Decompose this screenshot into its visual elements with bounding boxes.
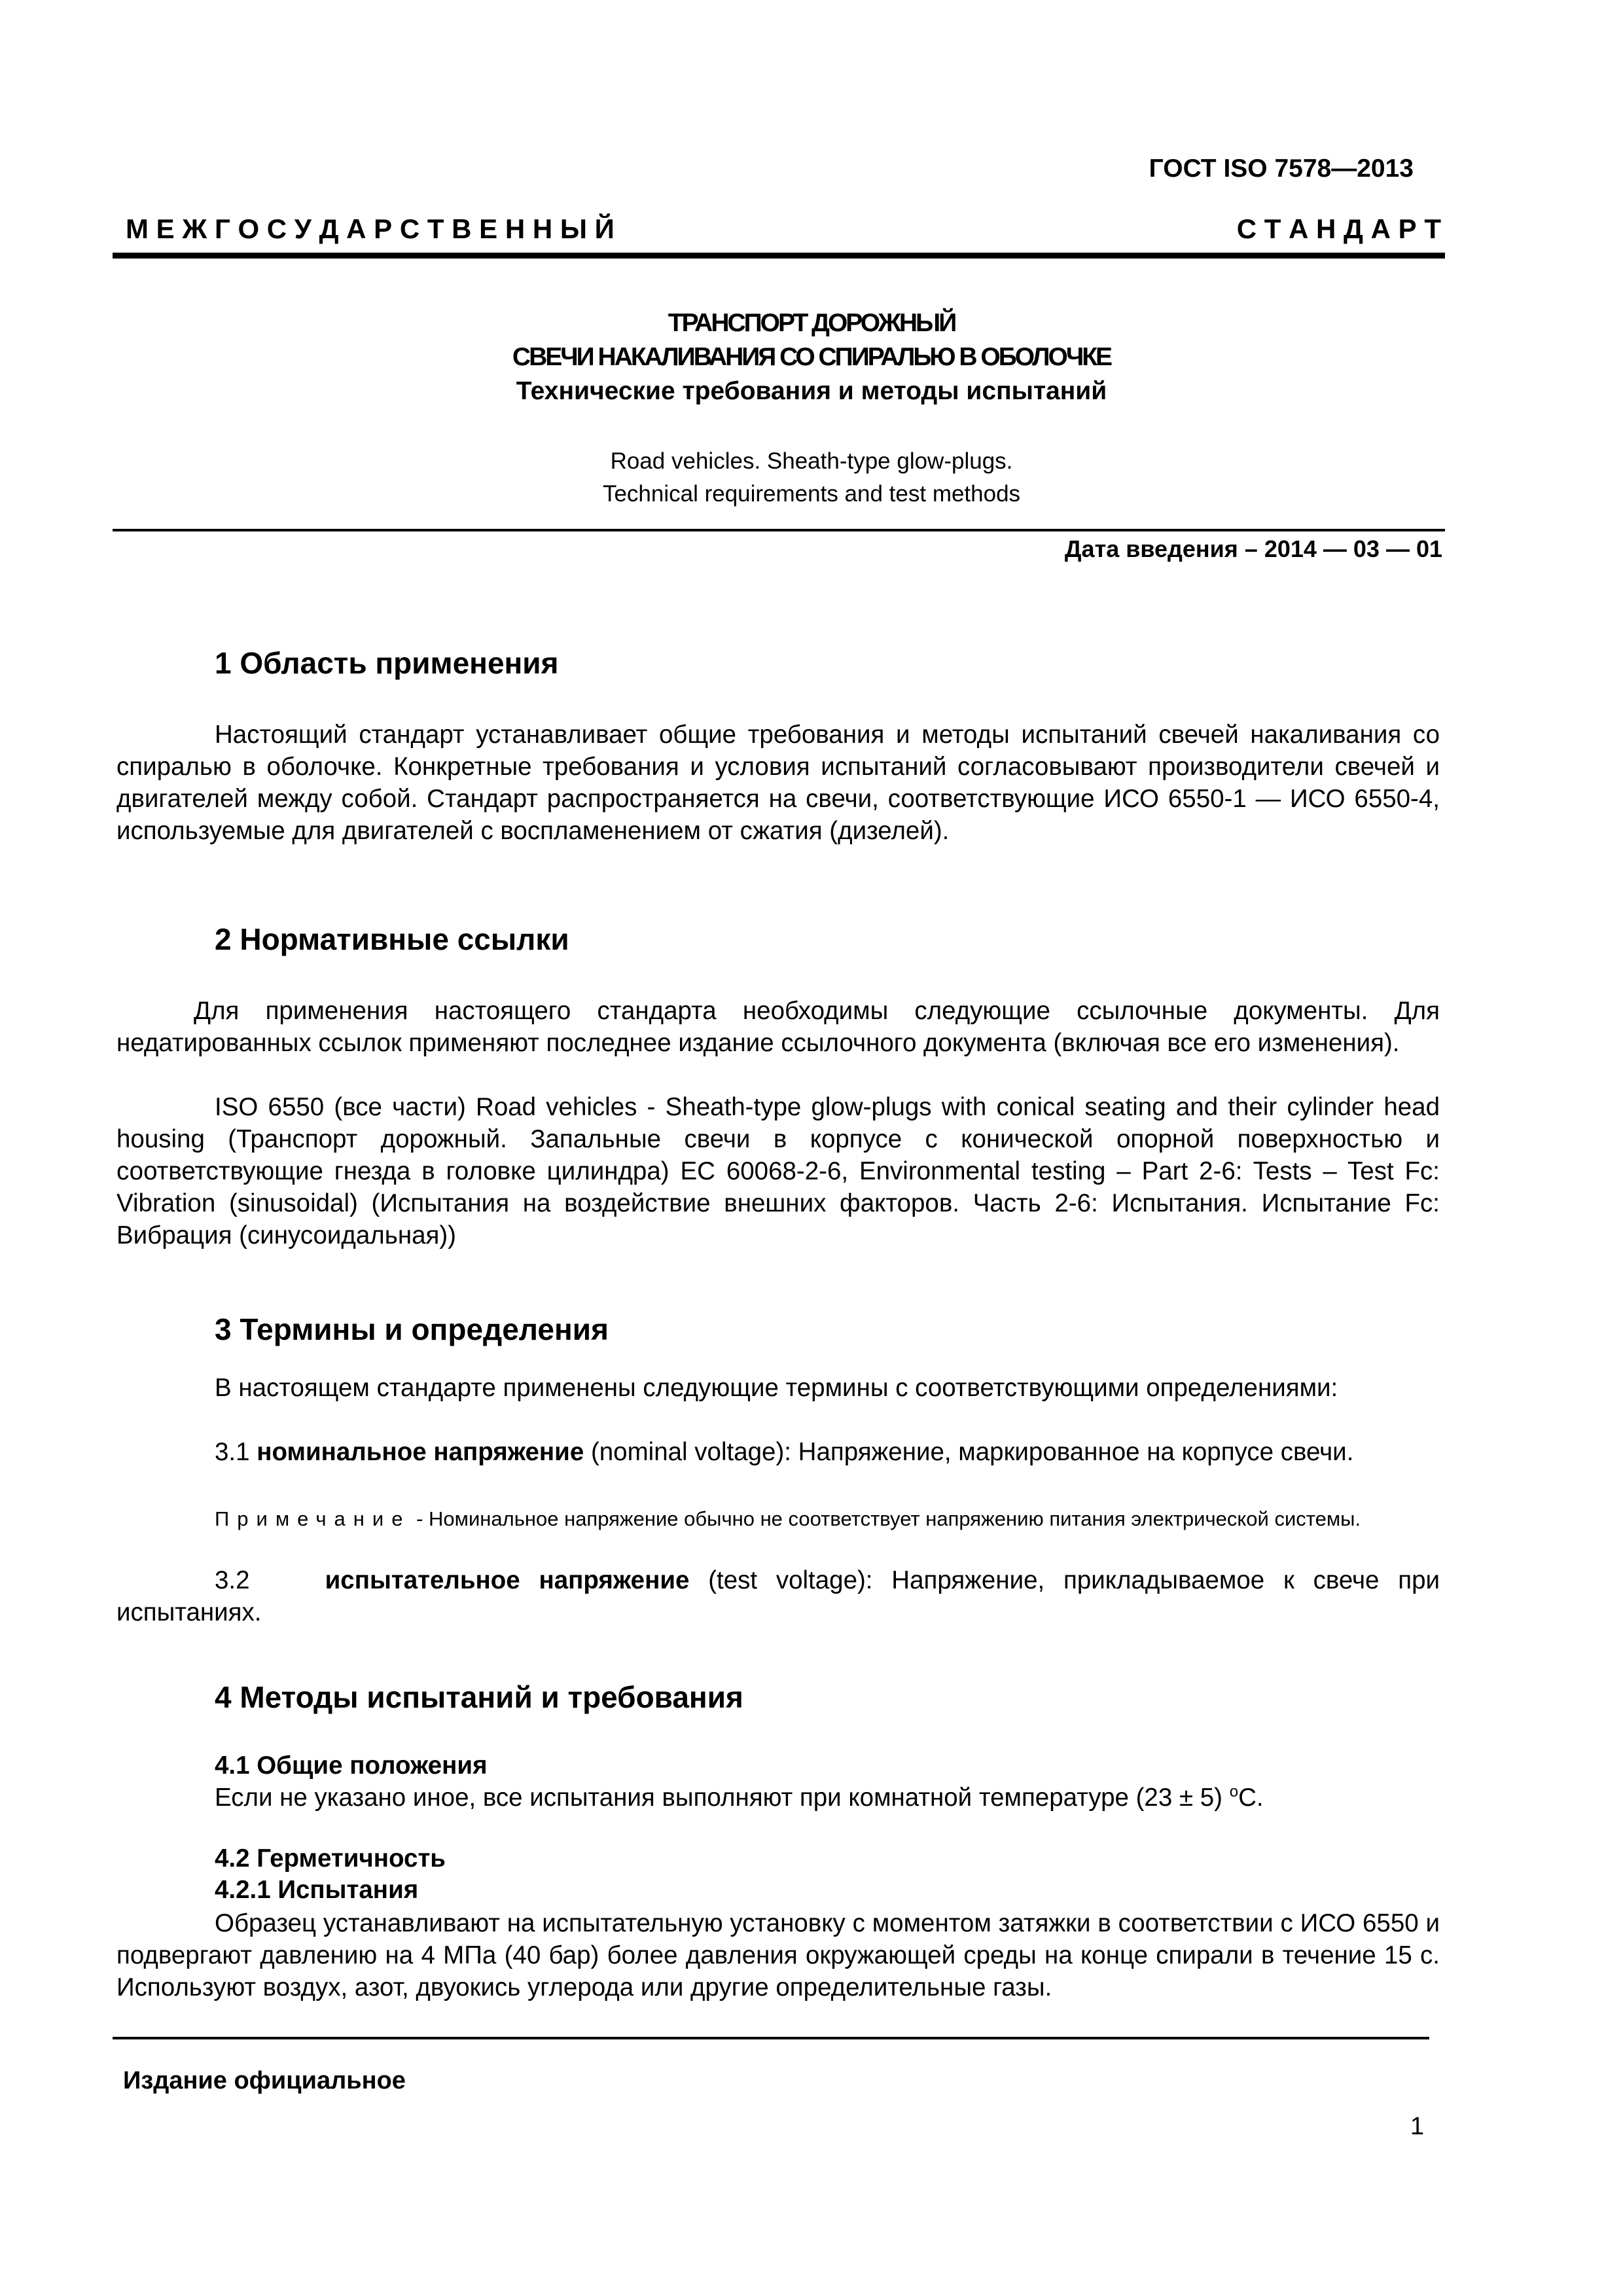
term-test-voltage (116, 1564, 1440, 1628)
subsection-4-2-1-heading: 4.2.1 Испытания (215, 1876, 419, 1904)
english-title (0, 445, 1623, 511)
term-nominal-voltage (116, 1436, 1440, 1468)
english-title-line-1: Road vehicles. Sheath-type glow-plugs. (610, 448, 1013, 474)
introduction-date: Дата введения – 2014 — 03 — 01 (1064, 535, 1442, 562)
section-3-paragraph: В настоящем стандарте применены следующие термины с соответствующими определениями: (215, 1374, 1338, 1402)
header-rule (113, 253, 1445, 259)
standard-banner (126, 213, 1441, 245)
section-2-paragraph-1: Для применения настоящего стандарта необходимы следующие ссылочные документы. Для недатированных ссылок применяют последнее издание ссылочного документа (включая все его изменения). (116, 997, 1440, 1057)
subsection-4-1-text: Если не указано иное, все испытания выполняют при комнатной температуре (23 ± 5) $^o$С. (215, 1783, 1264, 1812)
section-1-heading: 1 Область применения (215, 646, 559, 680)
term-1-number: 3.1 (215, 1438, 250, 1466)
note-text: - Номинальное напряжение обычно не соответствует напряжению питания электрической системы. (416, 1507, 1361, 1530)
subsection-4-2-1-text: Образец устанавливают на испытательную установку с моментом затяжки в соответствии с ИСО 6550 и подвергают давлению на 4 МПа (40 бар) более давления окружающей среды на конце спирали в течение 15 с. Используют воздух, азот, двуокись углерода или другие определительные газы. (116, 1909, 1440, 2001)
title-block (0, 306, 1623, 408)
term-1-name: номинальное напряжение (257, 1438, 584, 1466)
term-2-definition: (test voltage): Напряжение, прикладываемое к свече при испытаниях. (116, 1566, 1440, 1626)
banner-right: С Т А Н Д А Р Т (1236, 213, 1441, 244)
page-number: 1 (1410, 2113, 1424, 2140)
degree-sign: o (1229, 1783, 1239, 1801)
subsection-4-2-heading: 4.2 Герметичность (215, 1844, 446, 1873)
section-1-paragraph: Настоящий стандарт устанавливает общие требования и методы испытаний свечей накаливания со спиралью в оболочке. Конкретные требования и условия испытаний согласовывают производители свечей и двигателей между собой. Стандарт распространяется на свечи, соответствующие ИСО 6550-1 — ИСО 6550-4, используемые для двигателей с воспламенением от сжатия (дизелей). (116, 721, 1440, 845)
section-2-heading: 2 Нормативные ссылки (215, 922, 569, 956)
section-3-heading: 3 Термины и определения (215, 1312, 609, 1346)
term-2-name: испытательное напряжение (325, 1566, 690, 1594)
section-4-heading: 4 Методы испытаний и требования (215, 1680, 743, 1714)
section-2-paragraph-2: ISO 6550 (все части) Road vehicles - Sheath-type glow-plugs with conical seating and their cylinder head housing (Транспорт дорожный. Запальные свечи в корпусе с конической опорной поверхностью и соответствующие гнезда в головке цилиндра) ЕС 60068-2-6, Environmental testing – Part 2-6: Tests – Test Fc: Vibration (sinusoidal) (Испытания на воздействие внешних факторов. Часть 2-6: Испытания. Испытание Fc: Вибрация (синусоидальная)) (116, 1093, 1440, 1249)
note-label: Примечание (215, 1507, 411, 1530)
footer-rule (113, 2037, 1429, 2039)
title-rule (113, 529, 1445, 531)
title-line-1: ТРАНСПОРТ ДОРОЖНЫЙ (668, 309, 955, 337)
subsection-4-1-heading: 4.1 Общие положения (215, 1751, 488, 1780)
title-line-3: Технические требования и методы испытаний (516, 377, 1107, 405)
english-title-line-2: Technical requirements and test methods (602, 481, 1021, 507)
title-line-2: СВЕЧИ НАКАЛИВАНИЯ СО СПИРАЛЬЮ В ОБОЛОЧКЕ (512, 343, 1111, 371)
term-1-definition: (nominal voltage): Напряжение, маркированное на корпусе свечи. (590, 1438, 1354, 1466)
banner-left: М Е Ж Г О С У Д А Р С Т В Е Н Н Ы Й (126, 213, 615, 244)
document-code: ГОСТ ISO 7578—2013 (1149, 154, 1414, 183)
term-note (116, 1504, 1440, 1534)
official-edition-label: Издание официальное (123, 2067, 406, 2094)
term-2-number: 3.2 (215, 1566, 250, 1594)
